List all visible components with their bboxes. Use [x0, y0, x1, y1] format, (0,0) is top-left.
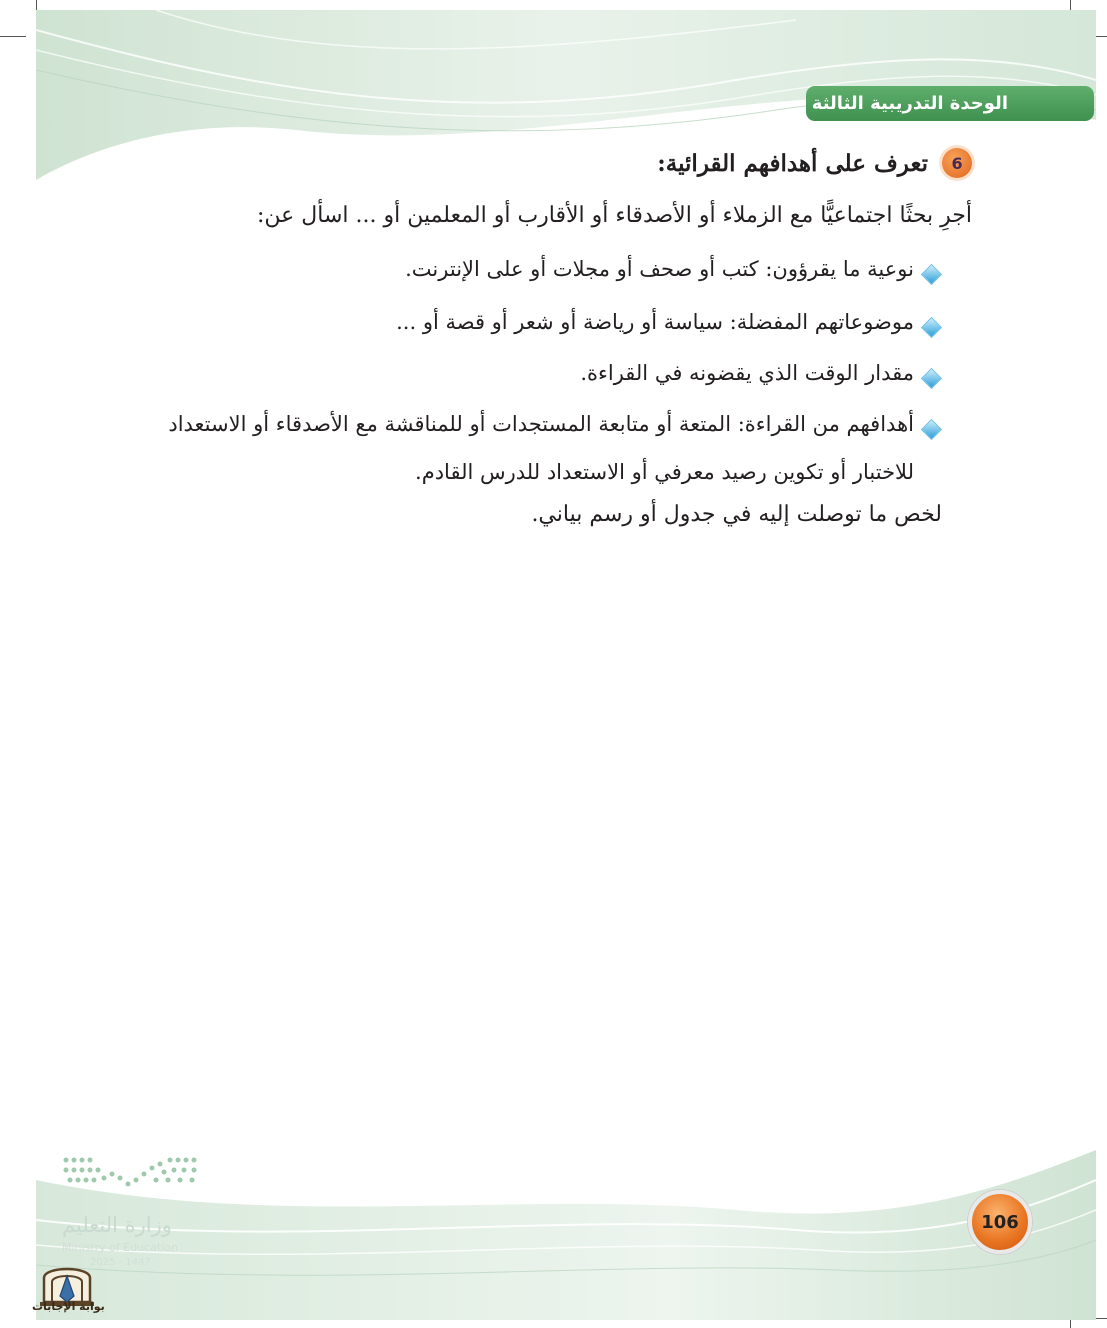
- list-item: [396, 310, 945, 346]
- bullet-text: [168, 400, 914, 496]
- page-number: 106: [981, 1211, 1019, 1233]
- bullet-text: مقدار الوقت الذي يقضونه في القراءة.: [580, 361, 914, 385]
- diamond-bullet-icon: [921, 368, 942, 389]
- list-item: [580, 361, 945, 397]
- bullet-text-line: أهدافهم من القراءة: المتعة أو متابعة المستجدات أو للمناقشة مع الأصدقاء أو الاستعداد: [168, 412, 914, 436]
- ministry-name-arabic: وزارة التعليم: [62, 1213, 172, 1237]
- question-number-badge: 6: [942, 148, 972, 178]
- question-title: تعرف على أهدافهم القرائية:: [657, 149, 928, 177]
- question-intro: أجرِ بحثًا اجتماعيًّا مع الزملاء أو الأصدقاء أو الأقارب أو المعلمين أو ... اسأل عن:: [256, 203, 972, 228]
- ministry-name-english: Ministry of Education: [62, 1241, 179, 1254]
- summary-instruction: لخص ما توصلت إليه في جدول أو رسم بياني.: [531, 502, 942, 527]
- diamond-bullet-icon: [921, 419, 942, 440]
- bullet-text-line: للاختبار أو تكوين رصيد معرفي أو الاستعداد للدرس القادم.: [415, 460, 914, 484]
- question-heading: [657, 148, 972, 178]
- diamond-bullet-icon: [921, 264, 942, 285]
- watermark-text: بوابة الإجابات: [32, 1300, 105, 1313]
- list-item: [168, 412, 945, 496]
- page-number-badge: [968, 1190, 1032, 1254]
- diamond-bullet-icon: [921, 317, 942, 338]
- bullet-text: موضوعاتهم المفضلة: سياسة أو رياضة أو شعر أو قصة أو ...: [396, 310, 914, 334]
- unit-title-tab: [806, 86, 1094, 121]
- watermark-logo-icon: [32, 1256, 102, 1328]
- bullet-text: نوعية ما يقرؤون: كتب أو صحف أو مجلات أو على الإنترنت.: [405, 257, 914, 281]
- crop-mark: [0, 36, 26, 37]
- ministry-year: 2025 - 1447: [90, 1257, 151, 1268]
- unit-title: الوحدة التدريبية الثالثة: [811, 93, 1008, 114]
- list-item: [405, 257, 945, 293]
